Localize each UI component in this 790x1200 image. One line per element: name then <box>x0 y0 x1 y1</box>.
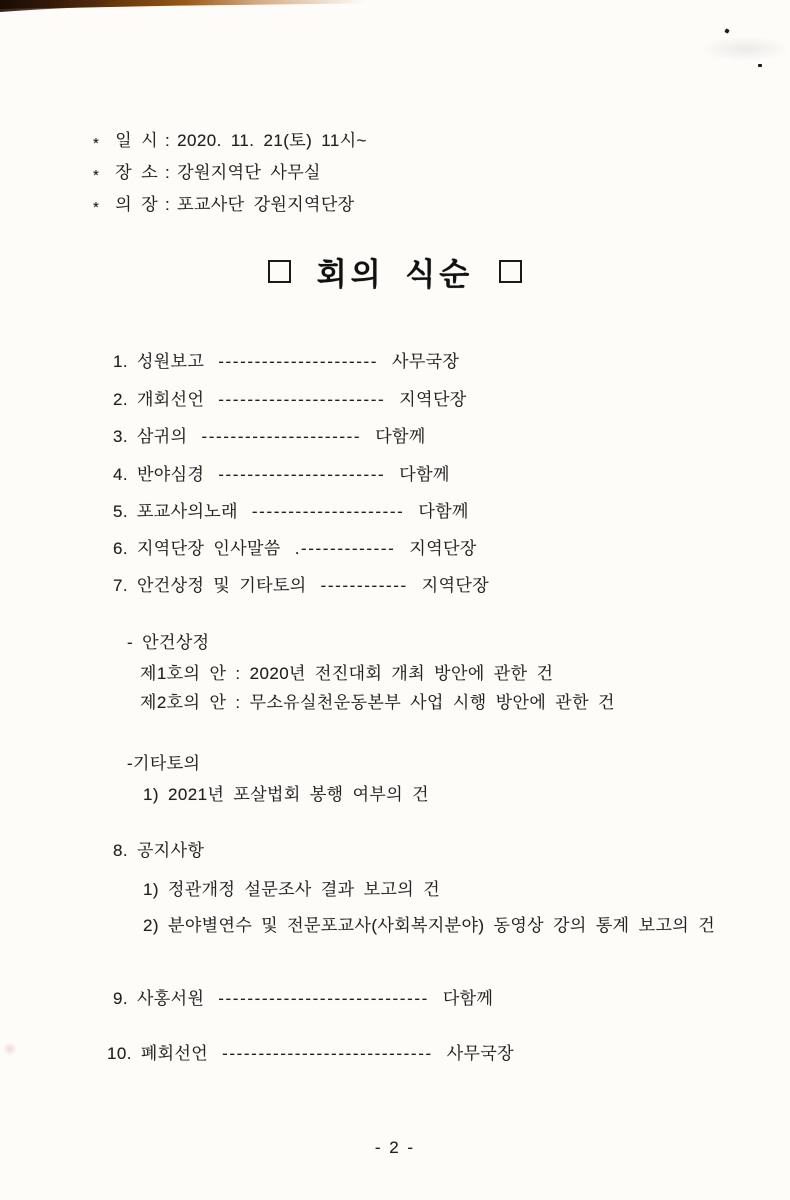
dash-leader: ----------------------- <box>218 465 386 484</box>
asterisk-marker: * <box>93 167 100 184</box>
proposal-line-1: 제1호의 안 : 2020년 전진대회 개최 방안에 관한 건 <box>140 664 554 683</box>
item-number: 2. <box>113 390 128 409</box>
square-outline-icon <box>499 260 522 283</box>
item-presenter: 다함께 <box>442 989 494 1008</box>
scan-speck-artifact <box>758 64 762 67</box>
item-number: 4. <box>113 465 128 484</box>
meta-line-date <box>93 131 367 152</box>
agenda-item-3 <box>113 427 426 447</box>
meta-label: 의 장 <box>115 195 159 214</box>
meta-value: 2020. 11. 21(토) 11시~ <box>177 131 367 150</box>
meta-line-chair <box>93 195 355 216</box>
meta-line-place <box>93 163 321 184</box>
item-title: 반야심경 <box>136 465 205 484</box>
item-title: 성원보고 <box>136 352 205 371</box>
meta-value: 강원지역단 사무실 <box>177 163 321 182</box>
item-title: 폐회선언 <box>140 1044 209 1063</box>
item-number: 9. <box>113 989 128 1008</box>
agenda-item-10 <box>107 1044 514 1064</box>
agenda-item-5 <box>113 502 469 522</box>
notice-line-1: 1) 정관개정 설문조사 결과 보고의 건 <box>143 880 441 899</box>
asterisk-marker: * <box>93 135 100 152</box>
item-number: 1. <box>113 352 128 371</box>
scan-smudge-artifact <box>700 36 790 62</box>
meta-separator: : <box>165 131 171 150</box>
asterisk-marker: * <box>93 199 100 216</box>
agenda-item-7 <box>113 576 489 596</box>
item-presenter: 다함께 <box>375 427 426 446</box>
item-title: 포교사의노래 <box>136 502 238 521</box>
item-title: 삼귀의 <box>136 427 188 446</box>
dash-leader: ----------------------------- <box>222 1044 433 1063</box>
item-title: 공지사항 <box>136 841 205 860</box>
item-title: 지역단장 인사말씀 <box>136 539 281 558</box>
item-number: 6. <box>113 539 128 558</box>
dash-leader: ----------------------------- <box>218 989 429 1008</box>
item-presenter: 다함께 <box>418 502 469 521</box>
notice-line-2: 2) 분야별연수 및 전문포교사(사회복지분야) 동영상 강의 통계 보고의 건 <box>143 916 716 935</box>
meta-label: 일 시 <box>115 131 159 150</box>
meta-separator: : <box>165 163 171 182</box>
meta-label: 장 소 <box>115 163 159 182</box>
agenda-item-9 <box>113 989 493 1009</box>
item-number: 5. <box>113 502 128 521</box>
agenda-item-6 <box>113 539 477 559</box>
dash-leader: ------------ <box>320 576 408 595</box>
dash-leader: ---------------------- <box>201 427 362 446</box>
agenda-item-4 <box>113 465 450 485</box>
item-number: 8. <box>113 841 128 860</box>
other-discussion-header: -기타토의 <box>127 754 201 773</box>
dash-leader: ---------------------- <box>218 352 379 371</box>
item-number: 3. <box>113 427 128 446</box>
item-number: 7. <box>113 576 128 595</box>
document-title-row <box>0 249 790 294</box>
dash-leader: .------------- <box>294 539 396 558</box>
proposal-section-header: - 안건상정 <box>127 633 210 652</box>
agenda-item-2 <box>113 390 467 410</box>
square-outline-icon <box>268 260 291 283</box>
agenda-item-1 <box>113 352 459 372</box>
dash-leader: ----------------------- <box>218 390 386 409</box>
item-number: 10. <box>107 1044 132 1063</box>
item-presenter: 사무국장 <box>392 352 460 371</box>
item-title: 안건상정 및 기타토의 <box>136 576 307 595</box>
agenda-item-8 <box>113 841 204 861</box>
meta-value: 포교사단 강원지역단장 <box>177 195 355 214</box>
other-discussion-line-1: 1) 2021년 포살법회 봉행 여부의 건 <box>143 785 429 804</box>
item-title: 사홍서원 <box>136 989 205 1008</box>
item-presenter: 지역단장 <box>399 390 467 409</box>
proposal-line-2: 제2호의 안 : 무소유실천운동본부 사업 시행 방안에 관한 건 <box>140 693 615 712</box>
item-presenter: 사무국장 <box>446 1044 515 1063</box>
page-title: 회의 식순 <box>316 257 474 292</box>
dash-leader: --------------------- <box>251 502 405 521</box>
item-presenter: 지역단장 <box>421 576 490 595</box>
page-number: - 2 - <box>374 1138 416 1157</box>
item-presenter: 지역단장 <box>409 539 477 558</box>
scan-smudge-artifact <box>3 1042 17 1056</box>
item-presenter: 다함께 <box>399 465 450 484</box>
meta-separator: : <box>165 195 171 214</box>
item-title: 개회선언 <box>136 390 205 409</box>
scan-speck-artifact <box>724 28 729 33</box>
